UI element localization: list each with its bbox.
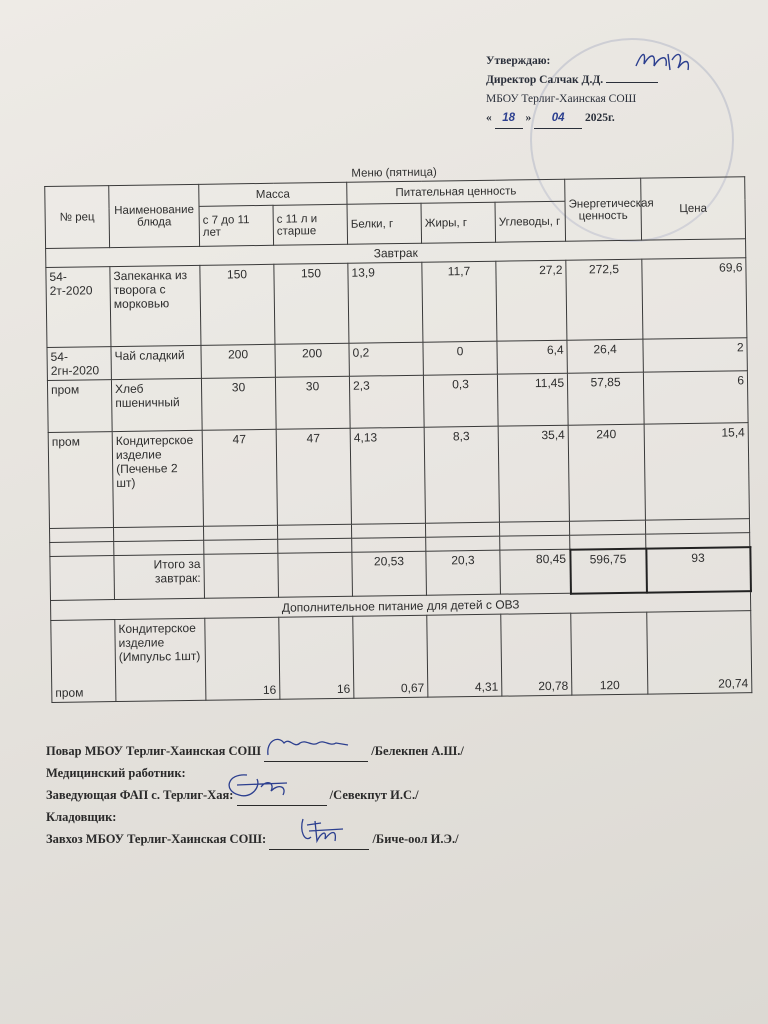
cell-carb: 11,45 (497, 373, 568, 426)
header-nutrition: Питательная ценность (347, 179, 565, 204)
cell-mass-a: 150 (200, 264, 275, 345)
cell-rec: 54-2т-2020 (46, 267, 111, 348)
total-carb: 80,45 (500, 549, 571, 594)
approval-block (486, 52, 658, 129)
cell-energy: 57,85 (567, 372, 644, 425)
date-open-quote: « (486, 112, 492, 124)
cell-mass-a: 30 (201, 377, 276, 430)
cell-name: Кондитерское изделие (Импульс 1шт) (115, 618, 206, 701)
cell-fat: 4,31 (427, 614, 502, 697)
cell-mass-a: 200 (201, 344, 275, 378)
cell-rec: пром (47, 380, 112, 433)
zavhoz-signature-line (269, 831, 369, 850)
date-day: 18 (495, 109, 523, 129)
cell-protein: 0,67 (353, 615, 428, 698)
cook-signature-icon (264, 733, 364, 759)
cell-price: 6 (643, 371, 748, 424)
zavhoz-signature-icon (295, 815, 355, 849)
table-row (46, 258, 747, 348)
cell-mass-b: 30 (275, 376, 350, 429)
cook-signature-line (264, 743, 368, 762)
cell-rec: пром (48, 432, 113, 529)
cell-protein: 0,2 (349, 342, 423, 376)
date-close-quote: » (525, 112, 532, 124)
cell-fat: 8,3 (424, 426, 499, 523)
storekeeper-label: Кладовщик: (46, 810, 117, 824)
cell-price: 69,6 (642, 258, 747, 339)
cell-mass-a: 47 (202, 429, 277, 526)
table-row (48, 423, 749, 529)
cell-fat: 0 (423, 341, 497, 375)
signatures-block (46, 740, 464, 850)
cook-name: /Белекпен А.Ш./ (371, 744, 464, 758)
menu-table (44, 176, 753, 702)
fap-label: Заведующая ФАП с. Терлиг-Хая: (46, 788, 234, 802)
cell-energy: 120 (571, 612, 648, 695)
cell-price: 15,4 (644, 423, 749, 520)
cell-name: Запеканка из творога с морковью (110, 265, 201, 346)
cell-price: 20,74 (647, 610, 752, 693)
zavhoz-label: Завхоз МБОУ Терлиг-Хаинская СОШ: (46, 832, 267, 846)
cell-mass-b: 47 (276, 428, 351, 525)
menu-block (44, 160, 751, 702)
date-month: 04 (534, 109, 582, 129)
fap-signature-line (237, 787, 327, 806)
header-price: Цена (641, 177, 746, 240)
cell-protein: 13,9 (348, 262, 423, 343)
fap-row (46, 784, 464, 806)
header-protein: Белки, г (347, 203, 422, 244)
cell-carb: 27,2 (496, 260, 567, 341)
header-name: Наименование блюда (109, 184, 200, 247)
total-price: 93 (646, 547, 751, 592)
total-label: Итого за завтрак: (114, 554, 205, 599)
zavhoz-row (46, 828, 464, 850)
cell-mass-b: 16 (279, 616, 354, 699)
approval-heading: Утверждаю: (486, 55, 551, 67)
total-protein: 20,53 (352, 551, 427, 596)
cell-carb: 6,4 (497, 340, 567, 374)
cell-carb: 20,78 (501, 613, 572, 696)
director-signature-line (606, 82, 658, 83)
total-fat: 20,3 (426, 550, 501, 595)
menu-title: Меню (пятница) (351, 166, 437, 180)
header-fat: Жиры, г (421, 202, 496, 243)
cell-fat: 11,7 (422, 261, 497, 342)
cell-energy: 26,4 (567, 339, 643, 373)
approval-date (486, 109, 658, 129)
fap-name: /Севекпут И.С./ (329, 788, 419, 802)
header-carb: Углеводы, г (495, 201, 566, 242)
cell-mass-a: 16 (205, 617, 280, 700)
date-year: 2025г. (585, 112, 615, 124)
cell-protein: 4,13 (350, 427, 425, 524)
section-breakfast: Завтрак (46, 239, 746, 268)
approval-director-text: Директор Салчак Д.Д. (486, 74, 604, 86)
cell-fat: 0,3 (423, 374, 498, 427)
fap-signature-icon (217, 769, 307, 803)
cell-protein: 2,3 (349, 375, 424, 428)
header-mass: Масса (199, 182, 347, 206)
cell-rec: 54-2гн-2020 (47, 347, 111, 381)
cell-mass-b: 200 (275, 343, 349, 377)
section-ovz: Дополнительное питание для детей с ОВЗ (51, 591, 751, 620)
cell-name: Кондитерское изделие (Печенье 2 шт) (112, 430, 203, 527)
approval-director (486, 71, 658, 90)
header-mass-a: с 7 до 11 лет (199, 205, 274, 246)
header-rec: № рец (45, 186, 110, 249)
cell-name: Чай сладкий (111, 345, 201, 379)
approval-school: МБОУ Терлиг-Хаинская СОШ (486, 93, 637, 105)
cell-energy: 240 (568, 424, 645, 521)
header-energy: Энергетическая ценность (565, 178, 642, 241)
cell-rec: пром (51, 619, 116, 702)
medic-label: Медицинский работник: (46, 766, 186, 780)
cell-price: 2 (643, 338, 747, 372)
cook-label: Повар МБОУ Терлиг-Хаинская СОШ (46, 744, 261, 758)
director-signature-icon (632, 46, 692, 74)
cell-name: Хлеб пшеничный (111, 378, 202, 431)
table-row (51, 610, 752, 702)
header-mass-b: с 11 л и старше (273, 204, 348, 245)
cook-row (46, 740, 464, 762)
cell-energy: 272,5 (566, 259, 643, 340)
cell-carb: 35,4 (498, 425, 569, 522)
cell-mass-b: 150 (274, 263, 349, 344)
zavhoz-name: /Биче-оол И.Э./ (372, 832, 459, 846)
total-energy: 596,75 (570, 548, 647, 593)
